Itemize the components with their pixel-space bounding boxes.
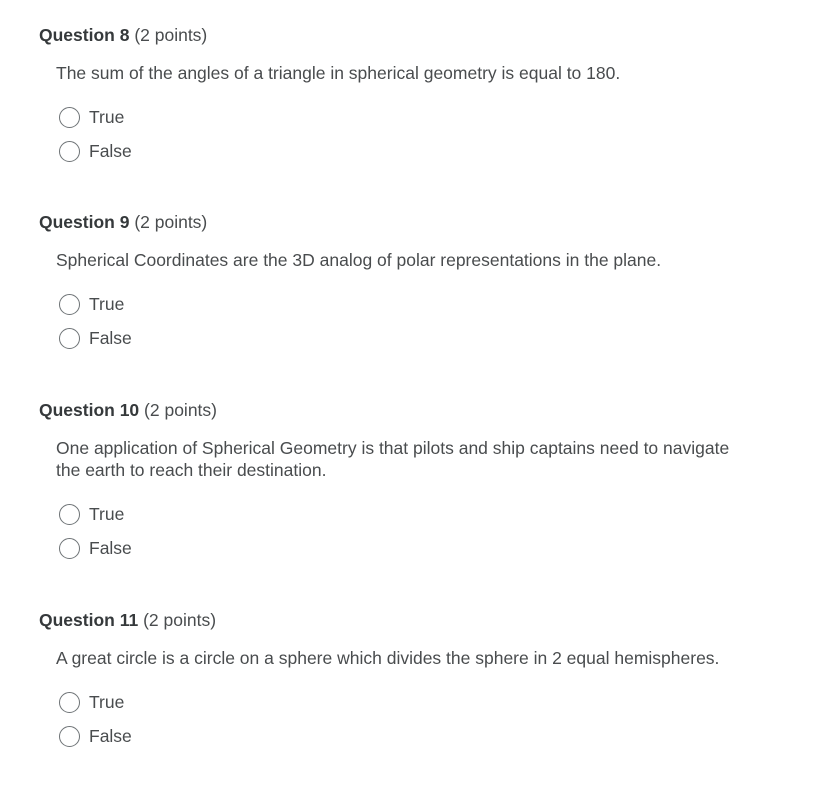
question-text: One application of Spherical Geometry is that pilots and ship captains need to navigate the earth to reach their destination. [56, 438, 730, 480]
answer-options [59, 287, 779, 355]
question-header [39, 24, 779, 46]
question-10 [39, 399, 779, 565]
question-title: Question 8 [39, 25, 130, 45]
question-9 [39, 211, 779, 355]
question-points: (2 points) [144, 400, 217, 420]
option-label: True [89, 504, 125, 524]
option-false[interactable] [59, 134, 779, 168]
question-header [39, 211, 779, 233]
option-label: False [89, 328, 132, 348]
question-title: Question 9 [39, 212, 130, 232]
radio-button[interactable] [59, 107, 80, 128]
question-header [39, 399, 779, 421]
radio-button[interactable] [59, 504, 80, 525]
answer-options [59, 100, 779, 168]
option-true[interactable] [59, 497, 779, 531]
question-header [39, 609, 779, 631]
question-text: The sum of the angles of a triangle in spherical geometry is equal to 180. [56, 63, 621, 83]
option-true[interactable] [59, 100, 779, 134]
option-true[interactable] [59, 287, 779, 321]
answer-options [59, 497, 779, 565]
option-false[interactable] [59, 321, 779, 355]
radio-button[interactable] [59, 294, 80, 315]
question-points: (2 points) [134, 212, 208, 232]
question-text: A great circle is a circle on a sphere which divides the sphere in 2 equal hemispheres. [56, 648, 720, 668]
answer-options [59, 685, 779, 753]
question-11 [39, 609, 779, 753]
option-label: False [89, 141, 132, 161]
radio-button[interactable] [59, 692, 80, 713]
question-points: (2 points) [134, 25, 208, 45]
radio-button[interactable] [59, 328, 80, 349]
question-text: Spherical Coordinates are the 3D analog of polar representations in the plane. [56, 250, 662, 270]
question-points: (2 points) [143, 610, 217, 630]
option-true[interactable] [59, 685, 779, 719]
option-false[interactable] [59, 719, 779, 753]
option-label: False [89, 538, 132, 558]
radio-button[interactable] [59, 538, 80, 559]
option-label: True [89, 294, 125, 314]
radio-button[interactable] [59, 141, 80, 162]
option-label: True [89, 692, 125, 712]
question-title: Question 11 [39, 610, 139, 630]
option-label: True [89, 107, 125, 127]
option-false[interactable] [59, 531, 779, 565]
question-8 [39, 24, 779, 168]
radio-button[interactable] [59, 726, 80, 747]
question-title: Question 10 [39, 400, 140, 420]
option-label: False [89, 726, 132, 746]
